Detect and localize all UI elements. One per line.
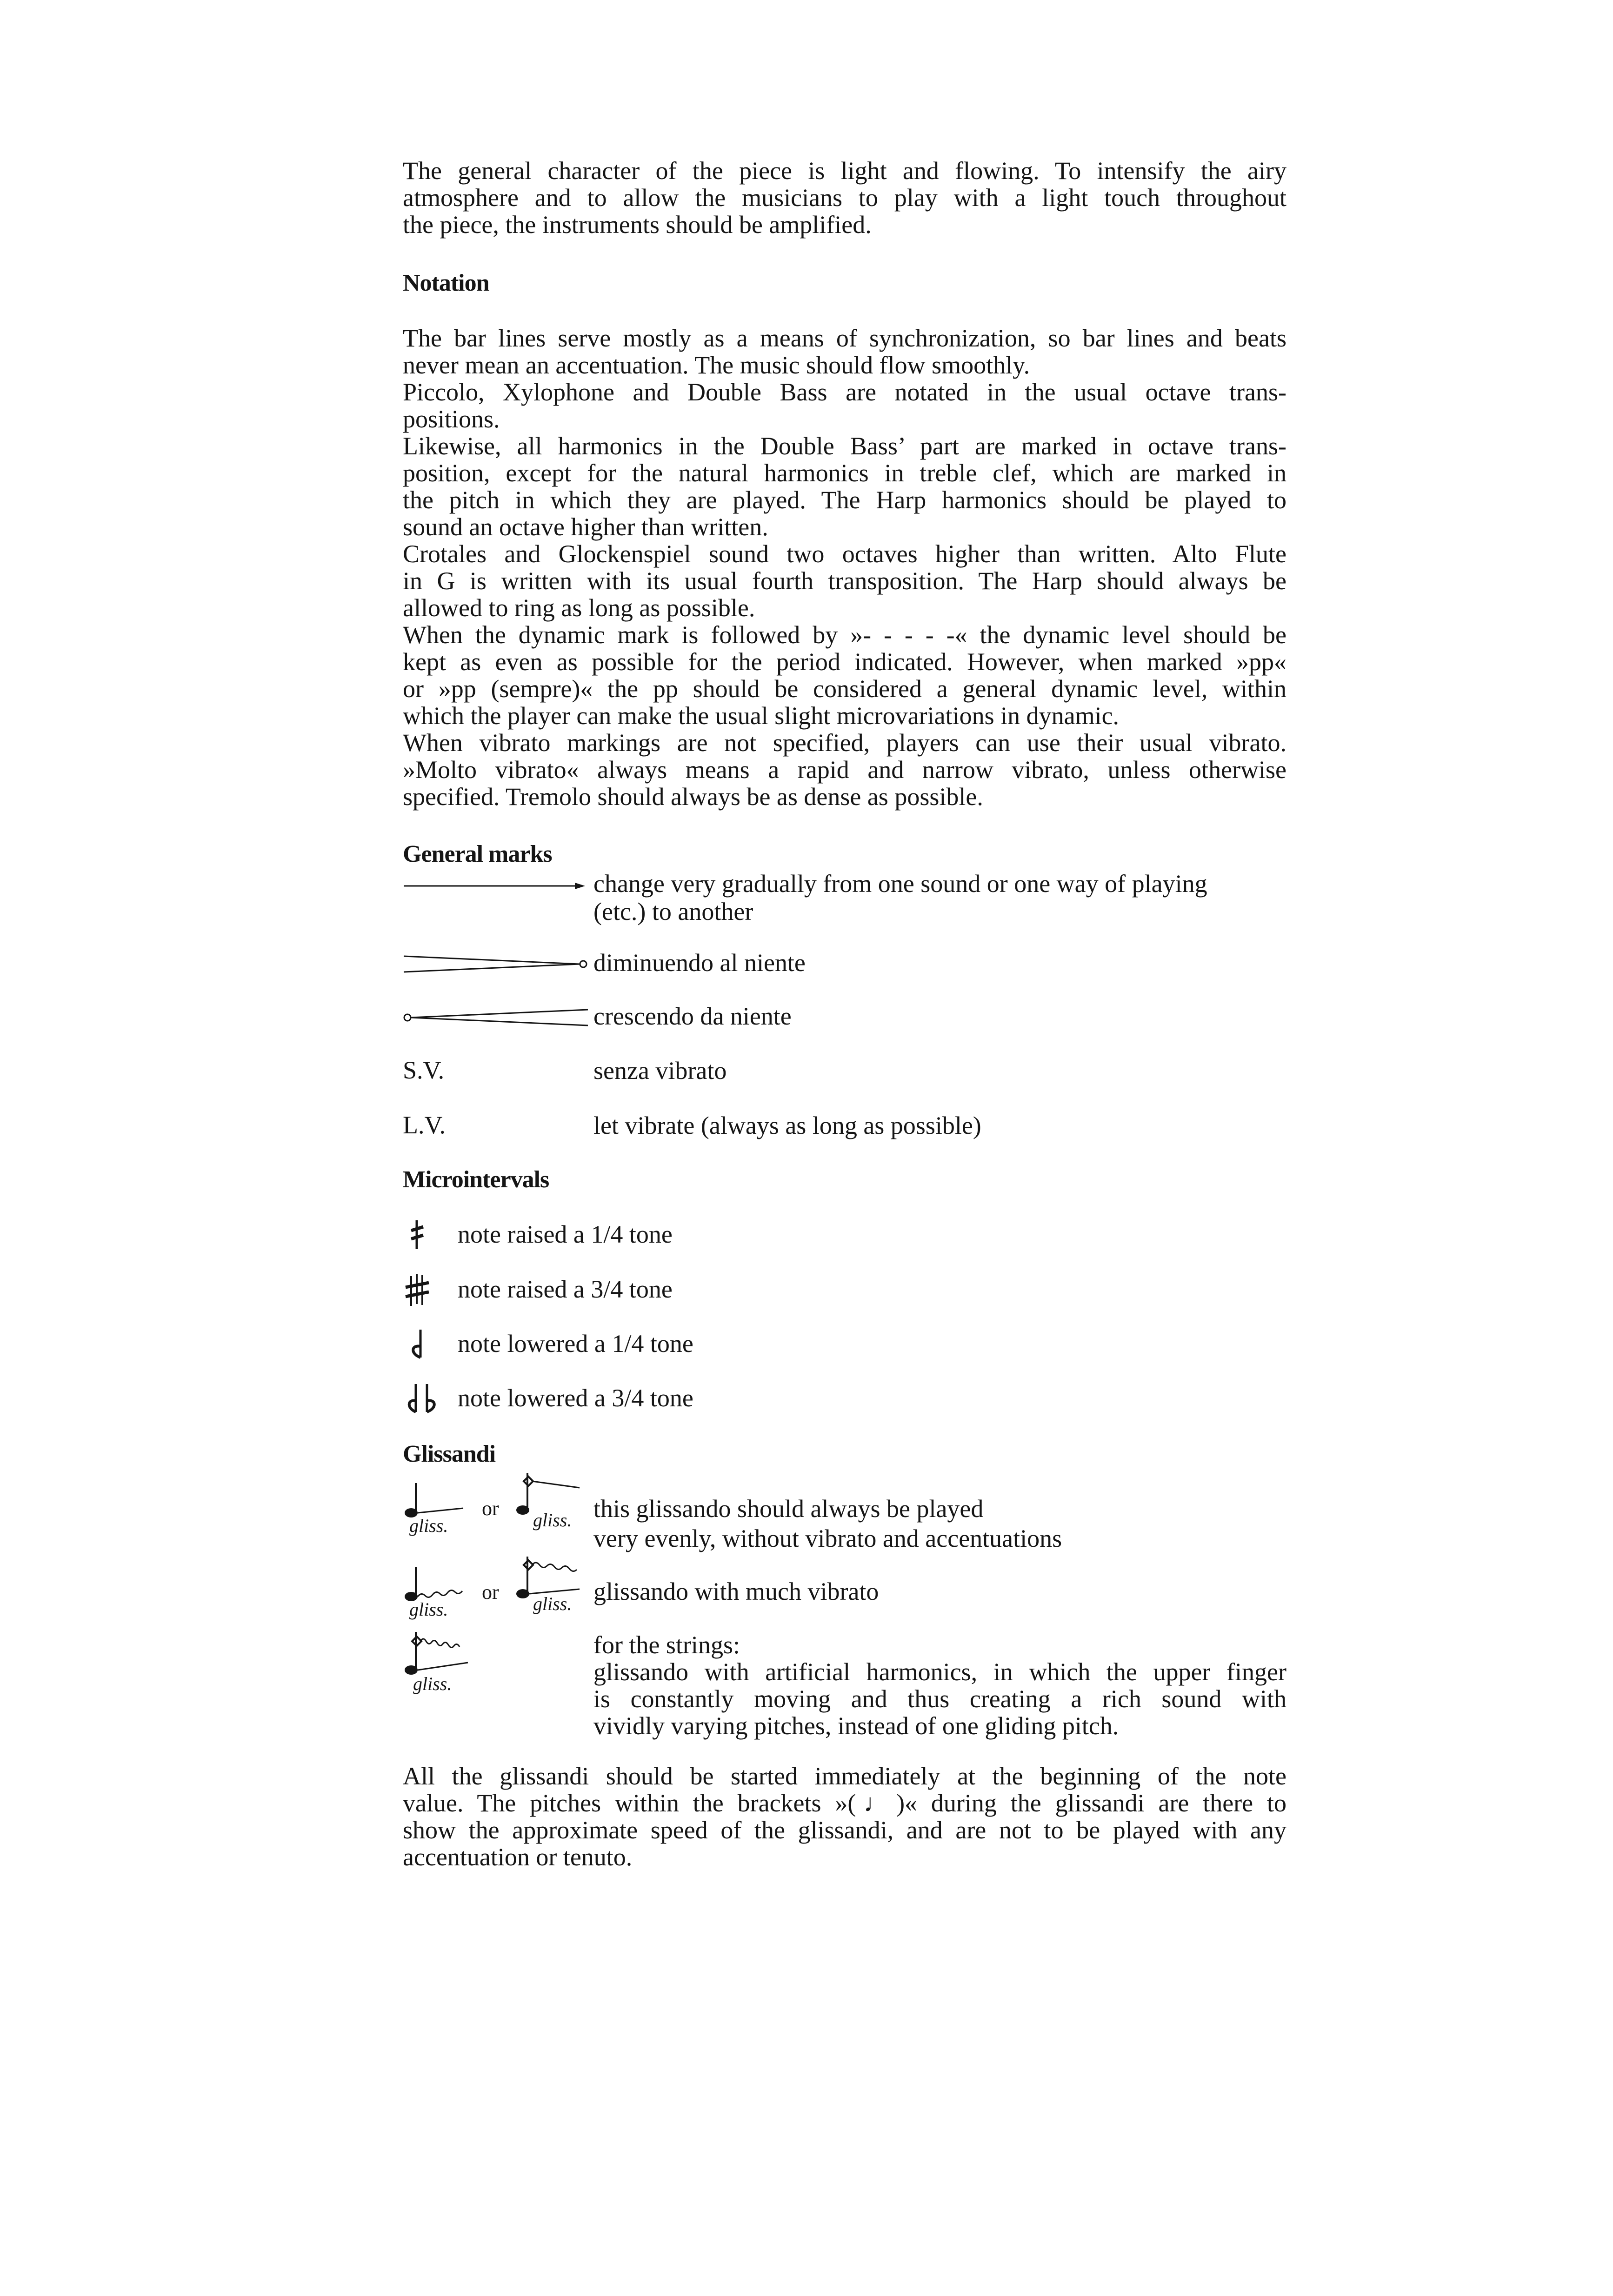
text-line: positions. xyxy=(403,405,500,433)
text-line: The bar lines serve mostly as a means of synchronization, so bar lines and beats xyxy=(403,324,1286,352)
general-marks-heading: General marks xyxy=(403,841,552,867)
description-line: change very gradually from one sound or one way of playing xyxy=(593,870,1207,898)
sv-description: senza vibrato xyxy=(593,1057,727,1085)
text-line: The general character of the piece is light and flowing. To intensify the airy xyxy=(403,157,1286,185)
three-quarter-flat-icon xyxy=(406,1382,443,1415)
artificial-harmonic-glissando-description xyxy=(593,1631,1286,1739)
gliss-label: gliss. xyxy=(533,1593,572,1614)
text-line: Likewise, all harmonics in the Double Bass’ part are marked in octave trans- xyxy=(403,432,1286,460)
three-quarter-sharp-icon xyxy=(404,1273,432,1308)
text-line: in G is written with its usual fourth transposition. The Harp should always be xyxy=(403,567,1286,595)
text-line: »Molto vibrato« always means a rapid and narrow vibrato, unless otherwise xyxy=(403,756,1286,784)
diminuendo-description: diminuendo al niente xyxy=(593,949,806,977)
text-line: When vibrato markings are not specified, players can use their usual vibrato. xyxy=(403,729,1286,757)
text-line: kept as even as possible for the period indicated. However, when marked »pp« xyxy=(403,648,1286,676)
text-line: atmosphere and to allow the musicians to play with a light touch throughout xyxy=(403,184,1286,212)
plain-glissando-description xyxy=(593,1494,1062,1553)
gliss-label: gliss. xyxy=(413,1673,452,1694)
vibrato-glissando-description: glissando with much vibrato xyxy=(593,1577,879,1605)
intro-paragraph xyxy=(403,157,1286,238)
crescendo-da-niente-icon xyxy=(403,1006,589,1029)
harmonic-vibrato-glissando-symbol xyxy=(514,1556,584,1621)
or-label: or xyxy=(482,1497,499,1520)
text-line: All the glissandi should be started immediately at the beginning of the note xyxy=(403,1762,1286,1790)
text-line: sound an octave higher than written. xyxy=(403,513,768,541)
text-line: accentuation or tenuto. xyxy=(403,1843,633,1871)
quarter-flat-description: note lowered a 1/4 tone xyxy=(458,1330,693,1358)
notation-paragraph xyxy=(403,325,1286,810)
text-line: specified. Tremolo should always be as dense as possible. xyxy=(403,783,983,811)
microintervals-heading: Microintervals xyxy=(403,1166,549,1193)
artificial-harmonic-glissando-symbol xyxy=(403,1630,473,1700)
diminuendo-al-niente-icon xyxy=(403,952,589,976)
quarter-flat-icon xyxy=(408,1328,427,1360)
gliss-label: gliss. xyxy=(409,1515,448,1536)
gliss-label: gliss. xyxy=(409,1599,448,1620)
notation-heading: Notation xyxy=(403,270,489,296)
text-line: which the player can make the usual slight microvariations in dynamic. xyxy=(403,702,1120,730)
text-line: or »pp (sempre)« the pp should be considered a general dynamic level, within xyxy=(403,675,1286,703)
closing-paragraph xyxy=(403,1763,1286,1870)
description-line: this glissando should always be played xyxy=(593,1495,984,1523)
quarter-sharp-icon xyxy=(408,1218,427,1251)
vibrato-glissando-symbol xyxy=(403,1565,468,1625)
sv-term: S.V. xyxy=(403,1056,445,1084)
text-line: value. The pitches within the brackets »(♩)« during the glissandi are there to xyxy=(403,1789,1286,1817)
text-line: show the approximate speed of the glissandi, and are not to be played with any xyxy=(403,1816,1286,1844)
arrow-line-icon xyxy=(403,877,589,895)
gliss-label: gliss. xyxy=(533,1510,572,1531)
description-line: very evenly, without vibrato and accentuations xyxy=(593,1524,1062,1552)
text-line: Crotales and Glockenspiel sound two octaves higher than written. Alto Flute xyxy=(403,540,1286,568)
description-line: (etc.) to another xyxy=(593,898,753,925)
description-line: vividly varying pitches, instead of one gliding pitch. xyxy=(593,1712,1119,1740)
text-line: When the dynamic mark is followed by »- - - - -« the dynamic level should be xyxy=(403,621,1286,649)
text-line: the pitch in which they are played. The Harp harmonics should be played to xyxy=(403,486,1286,514)
or-label: or xyxy=(482,1581,499,1604)
plain-glissando-symbol xyxy=(403,1481,468,1542)
crescendo-description: crescendo da niente xyxy=(593,1002,792,1030)
three-quarter-flat-description: note lowered a 3/4 tone xyxy=(458,1384,693,1412)
glissandi-heading: Glissandi xyxy=(403,1441,496,1467)
lv-term: L.V. xyxy=(403,1111,446,1139)
three-quarter-sharp-description: note raised a 3/4 tone xyxy=(458,1275,673,1303)
text-line: Piccolo, Xylophone and Double Bass are notated in the usual octave trans- xyxy=(403,378,1286,406)
harmonic-glissando-symbol xyxy=(514,1472,584,1537)
description-line: is constantly moving and thus creating a rich sound with xyxy=(593,1685,1286,1713)
description-line: glissando with artificial harmonics, in which the upper finger xyxy=(593,1658,1286,1686)
description-line: for the strings: xyxy=(593,1631,740,1659)
text-line: position, except for the natural harmonics in treble clef, which are marked in xyxy=(403,459,1286,487)
text-line: allowed to ring as long as possible. xyxy=(403,594,755,622)
text-line: never mean an accentuation. The music should flow smoothly. xyxy=(403,351,1030,379)
quarter-sharp-description: note raised a 1/4 tone xyxy=(458,1220,673,1248)
gradual-change-description xyxy=(593,870,1207,925)
text-line: the piece, the instruments should be amplified. xyxy=(403,211,872,239)
lv-description: let vibrate (always as long as possible) xyxy=(593,1111,981,1139)
